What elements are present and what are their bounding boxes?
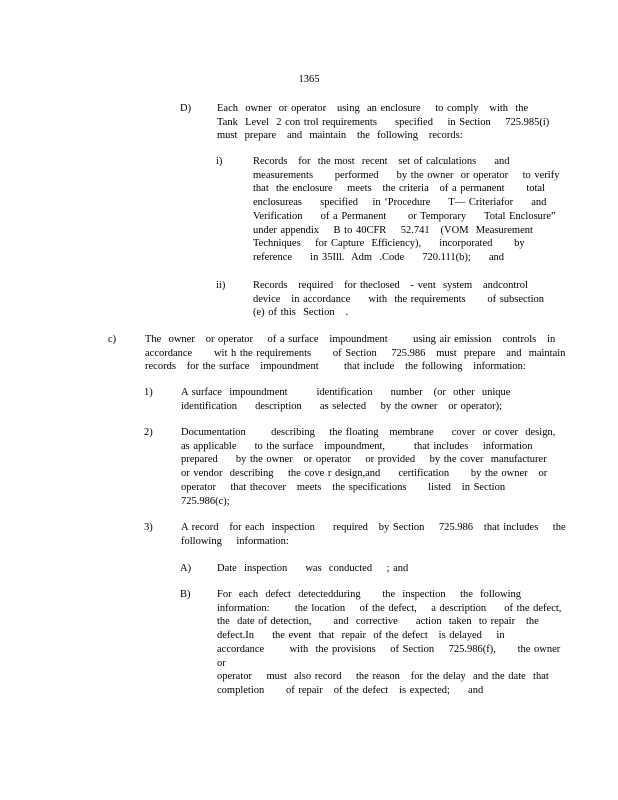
item-text: For each defect detectedduring the inspection the following information: the location of the defect, a description of the defect, the date of detection, and corrective action taken to repair the defect.In the event that repair of the defect is delayed in accordance with the provisions of Section 725.986(f), the owner or operator must also record the reason for the delay and the date that completion of repair of the defect is expected; and [217,589,562,696]
item-label: 3) [144,522,153,533]
item-label: i) [216,156,223,167]
item-text: Date inspection was conducted ; and [217,563,409,574]
item-label: 2) [144,427,153,438]
item-text: Documentation describing the floating membrane cover or cover design, as applicable to the surface impoundment, that includes information prepared by the owner or operator or provided by the cover manufacturer or vendor describing the cove r design,and certification by the owner or operator that thecover meets the specifications listed in Section 725.986(c); [181,427,556,507]
item-text: A surface impoundment identification number (or other unique identification description as selected by the owner or operator); [181,387,511,412]
item-text: Records for the most recent set of calculations and measurements performed by the owner or operator to verify that the enclosure meets the criteria of a permanent total enclosureas specified in ‘Procedure T— Criteriafor and Verification of a Permanent or Temporary Total Enclosure” under appendix B to 40CFR 52.741 (VOM Measurement Techniques for Capture Efficiency), incorporated by reference in 35Ill. Adm .Code 720.111(b); and [253,156,560,263]
item-text: The owner or operator of a surface impoundment using air emission controls in accordance wit h the requirements of Section 725.986 must prepare and maintain records for the surface impoundment that include the following information: [145,334,566,373]
item-label: A) [180,563,192,574]
item-label: ii) [216,280,226,291]
item-text: A record for each inspection required by Section 725.986 that includes the following information: [181,522,566,547]
item-label: B) [180,589,191,600]
item-label: c) [108,334,117,345]
item-text: Each owner or operator using an enclosure to comply with the Tank Level 2 con trol requirements specified in Section 725.985(i) must prepare and maintain the following records: [217,103,550,142]
item-label: D) [180,103,192,114]
page-number: 1365 [298,74,320,85]
item-label: 1) [144,387,153,398]
item-text: Records required for theclosed - vent system andcontrol device in accordance with the requirements of subsection (e) of this Section . [253,280,545,319]
